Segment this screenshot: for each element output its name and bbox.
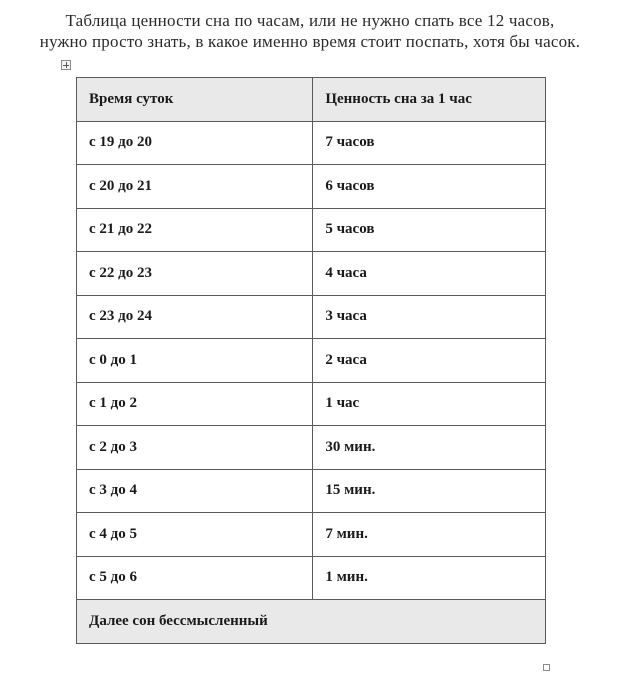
sleep-value-table [76, 77, 546, 644]
value-cell: 1 час [313, 382, 546, 426]
title-line-1: Таблица ценности сна по часам, или не нужно спать все 12 часов, [65, 11, 555, 30]
time-cell: с 4 до 5 [77, 513, 313, 557]
value-cell: 15 мин. [313, 469, 546, 513]
time-cell: с 2 до 3 [77, 426, 313, 470]
header-time-of-day: Время суток [77, 78, 313, 122]
time-cell: с 0 до 1 [77, 339, 313, 383]
table-row [77, 208, 546, 252]
time-cell: с 19 до 20 [77, 121, 313, 165]
value-cell: 6 часов [313, 165, 546, 209]
time-cell: с 20 до 21 [77, 165, 313, 209]
table-footer-row [77, 600, 546, 644]
table-row [77, 556, 546, 600]
value-cell: 30 мин. [313, 426, 546, 470]
table-resize-handle-icon[interactable] [543, 664, 550, 671]
table-row [77, 426, 546, 470]
table-row [77, 165, 546, 209]
time-cell: с 3 до 4 [77, 469, 313, 513]
value-cell: 7 мин. [313, 513, 546, 557]
value-cell: 2 часа [313, 339, 546, 383]
page-title [0, 10, 620, 52]
time-cell: с 21 до 22 [77, 208, 313, 252]
title-line-2: нужно просто знать, в какое именно время стоит поспать, хотя бы часок. [39, 32, 581, 51]
header-sleep-value: Ценность сна за 1 час [313, 78, 546, 122]
value-cell: 5 часов [313, 208, 546, 252]
table-row [77, 513, 546, 557]
table-row [77, 121, 546, 165]
table-header-row [77, 78, 546, 122]
time-cell: с 5 до 6 [77, 556, 313, 600]
value-cell: 4 часа [313, 252, 546, 296]
value-cell: 1 мин. [313, 556, 546, 600]
footer-note: Далее сон бессмысленный [77, 600, 546, 644]
table-row [77, 469, 546, 513]
time-cell: с 1 до 2 [77, 382, 313, 426]
value-cell: 7 часов [313, 121, 546, 165]
time-cell: с 23 до 24 [77, 295, 313, 339]
value-cell: 3 часа [313, 295, 546, 339]
time-cell: с 22 до 23 [77, 252, 313, 296]
table-row [77, 339, 546, 383]
table-row [77, 252, 546, 296]
table-row [77, 382, 546, 426]
table-row [77, 295, 546, 339]
table-move-handle-icon[interactable] [61, 60, 71, 70]
